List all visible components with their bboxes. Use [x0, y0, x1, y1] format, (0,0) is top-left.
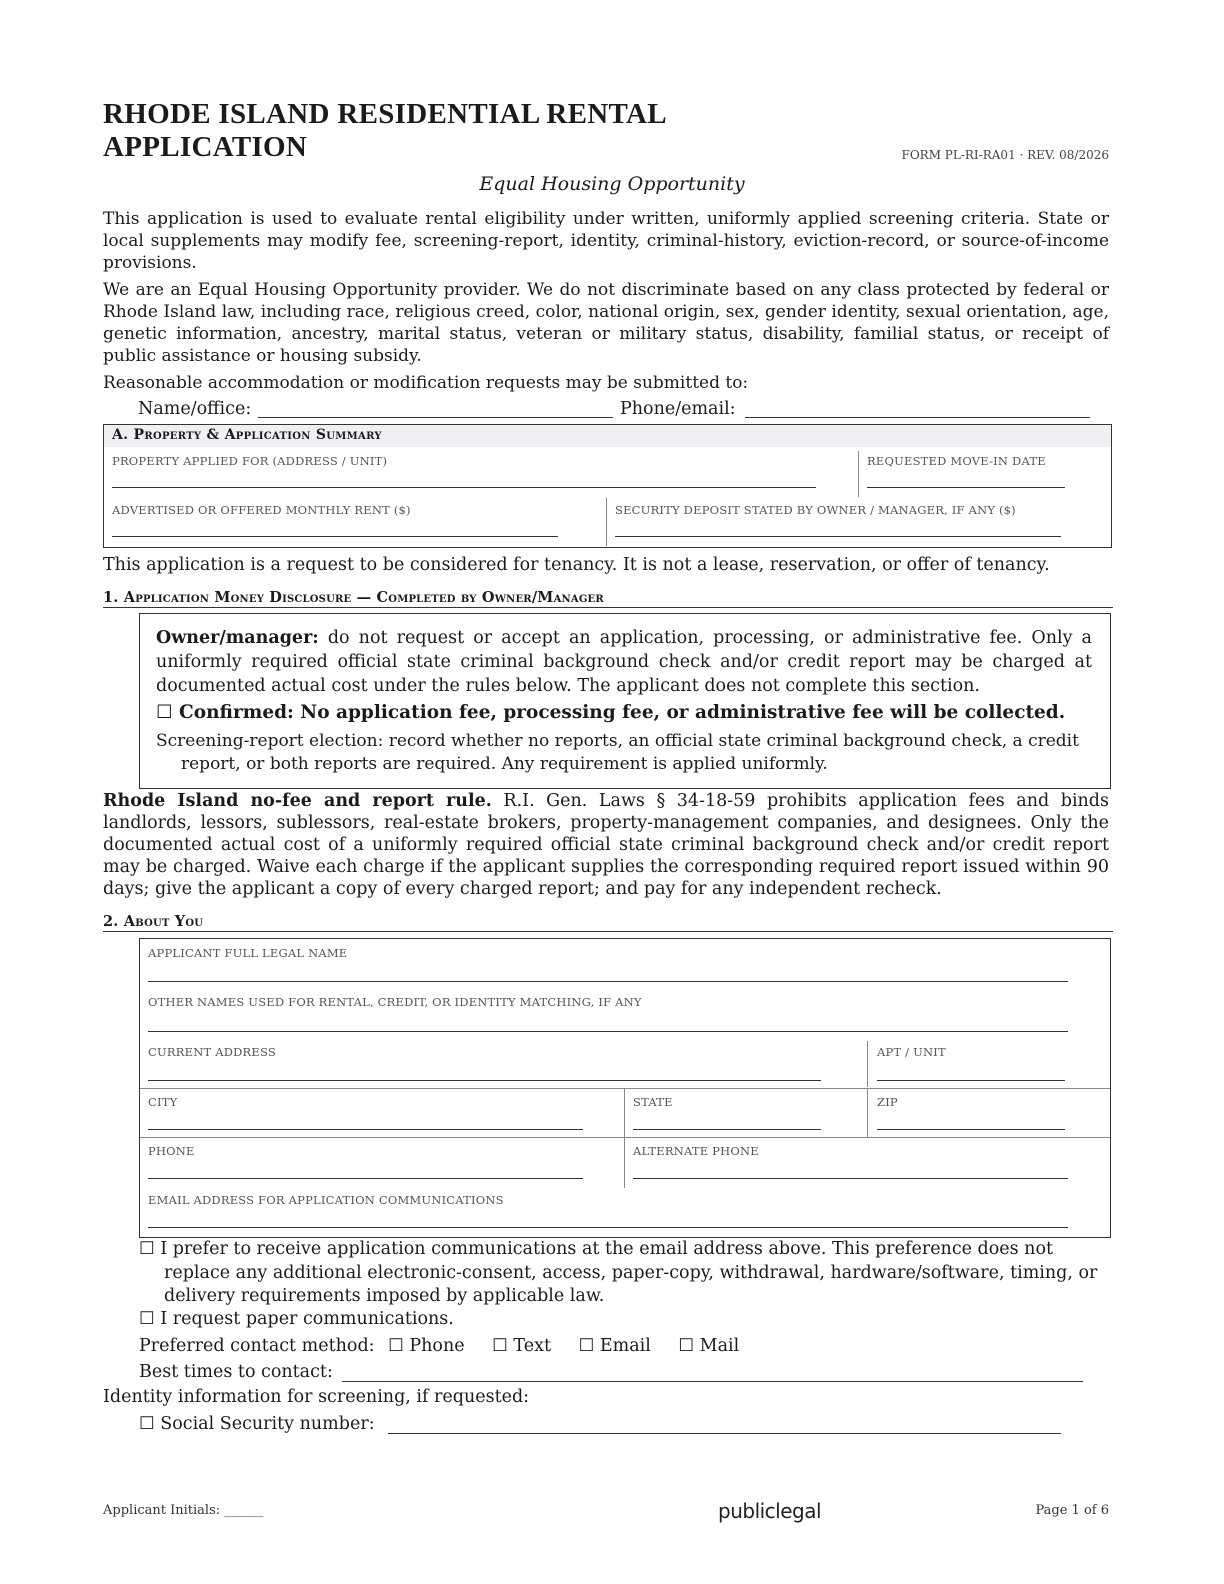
- property-field[interactable]: [112, 487, 816, 488]
- best-times-label: Best times to contact:: [139, 1362, 333, 1382]
- divider: [140, 1137, 1110, 1138]
- section-1-title: Application Money Disclosure — Completed by Owner/Manager: [123, 589, 604, 606]
- section-2-prefix: 2.: [103, 913, 119, 930]
- publiclegal-logo: publiclegal: [718, 1499, 822, 1523]
- divider: [606, 498, 607, 546]
- deposit-label: SECURITY DEPOSIT STATED BY OWNER / MANAGER, IF ANY ($): [615, 503, 1016, 517]
- intro-paragraph-1: This application is used to evaluate rental eligibility under written, uniformly applied screening criteria. State or local supplements may modify fee, screening-report, identity, criminal-history, eviction-record, or source-of-income provisions.: [103, 209, 1109, 273]
- city-field[interactable]: [148, 1129, 583, 1130]
- alt-phone-field[interactable]: [633, 1178, 1068, 1179]
- deposit-field[interactable]: [615, 536, 1061, 537]
- applicant-initials: Applicant Initials: ______: [103, 1503, 264, 1518]
- full-name-label: APPLICANT FULL LEGAL NAME: [148, 946, 348, 960]
- section-2-title: About You: [123, 913, 204, 930]
- page-title: [103, 98, 803, 164]
- divider: [140, 1088, 1110, 1089]
- state-label: STATE: [633, 1095, 673, 1109]
- phone-email-field[interactable]: [745, 417, 1090, 418]
- owner-text: do not request or accept an application, processing, or administrative fee. Only a uniformly required official state criminal background check and/or credit report may be charged at documented actual cost under the rules below. The applicant does not complete this section.: [156, 628, 1092, 696]
- confirm-text: Confirmed: No application fee, processing fee, or administrative fee will be collected.: [179, 702, 1066, 723]
- owner-label: Owner/manager:: [156, 628, 319, 648]
- contact-method-label: Preferred contact method:: [139, 1336, 375, 1356]
- paper-communications-checkbox[interactable]: ☐ I request paper communications.: [139, 1309, 454, 1329]
- zip-field[interactable]: [877, 1129, 1065, 1130]
- owner-disclosure-box: [139, 613, 1111, 789]
- owner-instructions: [156, 626, 1092, 698]
- section-2-heading: [103, 913, 1113, 932]
- ssn-field[interactable]: [388, 1433, 1061, 1434]
- confirm-checkbox[interactable]: ☐: [156, 702, 173, 723]
- section-1-prefix: 1.: [103, 589, 119, 606]
- applicant-info-box: [139, 938, 1111, 1238]
- divider: [858, 451, 859, 497]
- ssn-checkbox[interactable]: ☐ Social Security number:: [139, 1414, 375, 1434]
- title-line-2: APPLICATION: [103, 131, 308, 163]
- email-field[interactable]: [148, 1227, 1068, 1228]
- rule-label: Rhode Island no-fee and report rule.: [103, 791, 492, 811]
- divider: [624, 1138, 625, 1188]
- intro-paragraph-2: We are an Equal Housing Opportunity provider. We do not discriminate based on any class protected by federal or Rhode Island law, including race, religious creed, color, national origin, sex, gender identity, sexual orientation, age, genetic information, ancestry, marital status, veteran or military status, disability, familial status, or receipt of public assistance or housing subsidy.: [103, 280, 1109, 366]
- election-text: Screening-report election: record whether no reports, an official state criminal background check, a credit report, or both reports are required. Any requirement is applied uniformly.: [156, 731, 1079, 774]
- full-name-field[interactable]: [148, 981, 1068, 982]
- subtitle: Equal Housing Opportunity: [479, 173, 745, 195]
- rent-label: ADVERTISED OR OFFERED MONTHLY RENT ($): [112, 503, 411, 517]
- contact-option-mail[interactable]: ☐ Mail: [678, 1336, 740, 1356]
- city-label: CITY: [148, 1095, 178, 1109]
- contact-option-phone[interactable]: ☐ Phone: [388, 1336, 465, 1356]
- move-in-field[interactable]: [867, 487, 1065, 488]
- identity-label: Identity information for screening, if requested:: [103, 1387, 530, 1407]
- tenancy-note: This application is a request to be considered for tenancy. It is not a lease, reservation, or offer of tenancy.: [103, 555, 1050, 575]
- move-in-label: REQUESTED MOVE-IN DATE: [867, 454, 1046, 468]
- rule-paragraph: [103, 790, 1109, 900]
- address-label: CURRENT ADDRESS: [148, 1045, 276, 1059]
- phone-field[interactable]: [148, 1178, 583, 1179]
- alt-phone-label: ALTERNATE PHONE: [633, 1144, 759, 1158]
- section-a-heading: [112, 427, 382, 443]
- section-a-prefix: A.: [112, 427, 129, 443]
- divider: [867, 1041, 868, 1087]
- rule-text: R.I. Gen. Laws § 34-18-59 prohibits application fees and binds landlords, lessors, sublessors, real-estate brokers, property-management companies, and designees. Only the documented actual cost of a uniformly required official state criminal background check and/or credit report may be charged. Waive each charge if the applicant supplies the corresponding required report issued within 90 days; give the applicant a copy of every charged report; and pay for any independent recheck.: [103, 791, 1109, 899]
- zip-label: ZIP: [877, 1095, 898, 1109]
- email-label: EMAIL ADDRESS FOR APPLICATION COMMUNICATIONS: [148, 1193, 504, 1207]
- address-field[interactable]: [148, 1080, 821, 1081]
- section-1-heading: [103, 589, 1113, 608]
- divider: [867, 1089, 868, 1137]
- page-number: Page 1 of 6: [1035, 1503, 1109, 1518]
- contact-option-text[interactable]: ☐ Text: [492, 1336, 551, 1356]
- best-times-field[interactable]: [342, 1381, 1083, 1382]
- rent-field[interactable]: [112, 536, 558, 537]
- divider: [624, 1089, 625, 1137]
- phone-label: PHONE: [148, 1144, 195, 1158]
- apt-label: APT / UNIT: [877, 1045, 946, 1059]
- confirm-row: [156, 702, 1065, 723]
- apt-field[interactable]: [877, 1080, 1065, 1081]
- state-field[interactable]: [633, 1129, 821, 1130]
- section-a-title: Property & Application Summary: [133, 427, 382, 443]
- name-office-label: Name/office:: [138, 399, 252, 419]
- email-preference-checkbox[interactable]: ☐ I prefer to receive application communications at the email address above. This preference does not replace any additional electronic-consent, access, paper-copy, withdrawal, hardware/software, timing, or delivery requirements imposed by applicable law.: [139, 1239, 1098, 1306]
- intro-paragraph-3: Reasonable accommodation or modification requests may be submitted to:: [103, 373, 749, 393]
- other-names-label: OTHER NAMES USED FOR RENTAL, CREDIT, OR IDENTITY MATCHING, IF ANY: [148, 995, 642, 1009]
- contact-method-row: [139, 1334, 739, 1358]
- contact-option-email[interactable]: ☐ Email: [578, 1336, 651, 1356]
- phone-email-label: Phone/email:: [620, 399, 736, 419]
- property-summary-box: [103, 424, 1112, 548]
- other-names-field[interactable]: [148, 1031, 1068, 1032]
- title-line-1: RHODE ISLAND RESIDENTIAL RENTAL: [103, 98, 667, 130]
- property-label: PROPERTY APPLIED FOR (ADDRESS / UNIT): [112, 454, 388, 468]
- form-id: FORM PL-RI-RA01 · REV. 08/2026: [901, 148, 1109, 162]
- name-office-field[interactable]: [258, 417, 613, 418]
